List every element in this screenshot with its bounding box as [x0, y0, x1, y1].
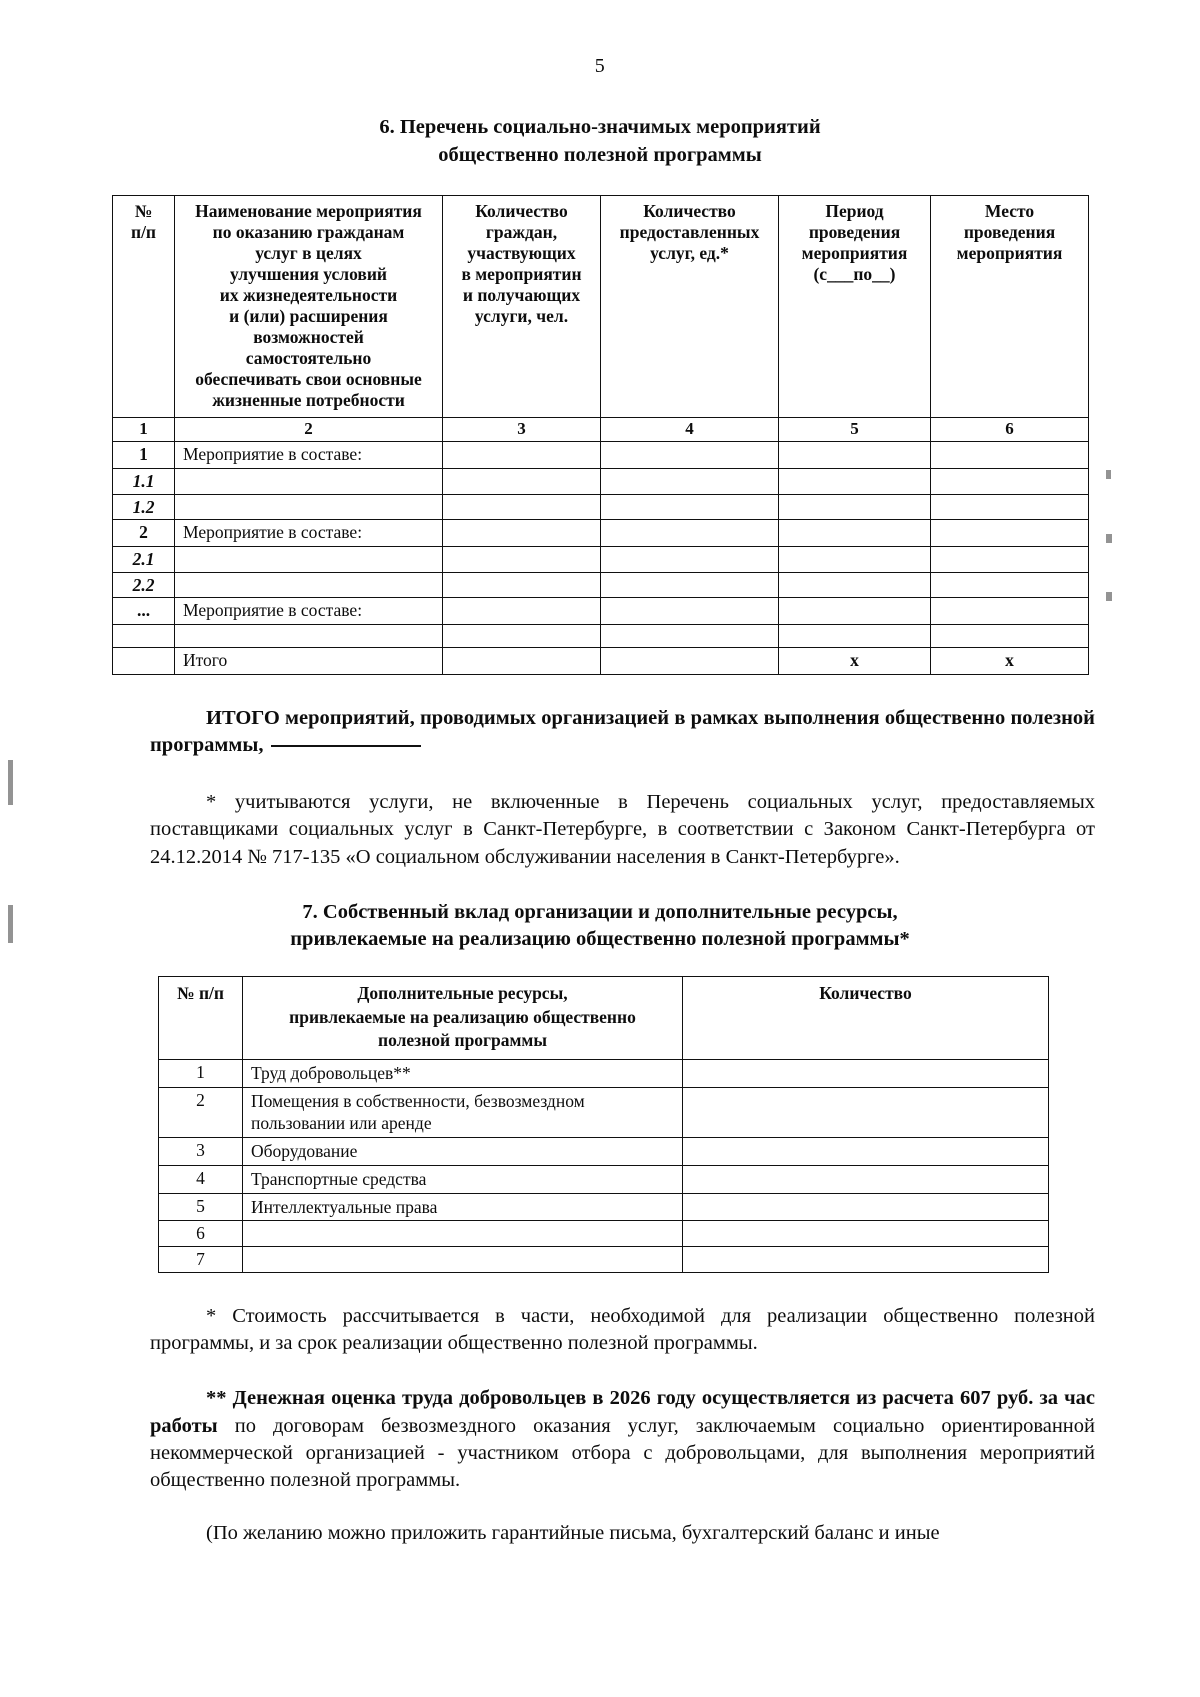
row-place[interactable]	[931, 598, 1089, 625]
row-period[interactable]	[779, 442, 931, 469]
row-services[interactable]	[601, 572, 779, 598]
row-no: 2	[159, 1087, 243, 1138]
totals-paragraph-text: ИТОГО мероприятий, проводимых организацией в рамках выполнения общественно полезной программы,	[150, 706, 1095, 756]
col-num-3: 3	[443, 418, 601, 442]
section-6-footnote	[0, 789, 1200, 871]
row-resource: Труд добровольцев**	[243, 1059, 683, 1087]
table-row[interactable]	[159, 1165, 1049, 1193]
row-place[interactable]	[931, 546, 1089, 572]
row-quantity[interactable]	[683, 1165, 1049, 1193]
events-table-body	[113, 442, 1089, 674]
row-citizens[interactable]	[443, 494, 601, 520]
row-period[interactable]	[779, 572, 931, 598]
events-header-no	[113, 196, 175, 418]
events-table-column-numbers-row	[113, 418, 1089, 442]
row-quantity[interactable]	[683, 1193, 1049, 1221]
table-row[interactable]	[159, 1193, 1049, 1221]
total-row-services[interactable]	[601, 647, 779, 674]
resources-header-resource: Дополнительные ресурсы, привлекаемые на реализацию общественно полезной программы	[243, 977, 683, 1060]
total-row-place: х	[931, 647, 1089, 674]
row-citizens[interactable]	[443, 520, 601, 547]
section-7-heading-line2: привлекаемые на реализацию общественно полезной программы*	[290, 928, 910, 951]
row-citizens[interactable]	[443, 572, 601, 598]
events-table-total-row	[113, 647, 1089, 674]
table-row[interactable]	[159, 1087, 1049, 1138]
section-6-heading	[220, 114, 980, 169]
row-resource: Интеллектуальные права	[243, 1193, 683, 1221]
section-6-heading-line2: общественно полезной программы	[438, 143, 762, 166]
closing-note-text: (По желанию можно приложить гарантийные письма, бухгалтерский баланс и иные	[206, 1522, 940, 1545]
table-row[interactable]	[159, 1221, 1049, 1247]
scan-artifact	[1106, 592, 1112, 601]
scan-artifact	[8, 905, 13, 943]
section-6-heading-line1: 6. Перечень социально-значимых мероприятий	[379, 116, 821, 138]
table-row[interactable]	[113, 572, 1089, 598]
row-no: 1.2	[113, 494, 175, 520]
table-row[interactable]	[159, 1059, 1049, 1087]
section-7-footnote-double-star-rest: по договорам безвозмездного оказания услуг, заключаемым социально ориентированной некоммерческой организацией - участником отбора с добровольцами, для выполнения мероприятий общественно полезной программы.	[150, 1414, 1095, 1492]
events-header-period: Период проведения мероприятия (с___по__)	[779, 196, 931, 418]
total-row-label: Итого	[175, 647, 443, 674]
resources-table-header-row	[159, 977, 1049, 1060]
resources-table-wrapper	[0, 976, 1200, 1273]
row-period[interactable]	[779, 494, 931, 520]
row-period[interactable]	[779, 546, 931, 572]
row-quantity[interactable]	[683, 1087, 1049, 1138]
total-row-citizens[interactable]	[443, 647, 601, 674]
table-row[interactable]	[113, 624, 1089, 647]
row-name[interactable]: Мероприятие в составе:	[175, 520, 443, 547]
row-name[interactable]	[175, 494, 443, 520]
events-header-citizens: Количество граждан, участвующих в мероприятин и получающих услуги, чел.	[443, 196, 601, 418]
table-row[interactable]	[113, 520, 1089, 547]
section-7-heading-line1: 7. Собственный вклад организации и дополнительные ресурсы,	[302, 900, 898, 923]
row-place[interactable]	[931, 572, 1089, 598]
table-row[interactable]	[159, 1138, 1049, 1166]
scan-artifact	[8, 760, 13, 805]
resources-table-body	[159, 1059, 1049, 1272]
row-place[interactable]	[931, 624, 1089, 647]
row-place[interactable]	[931, 442, 1089, 469]
resources-table	[158, 976, 1049, 1273]
table-row[interactable]	[113, 546, 1089, 572]
table-row[interactable]	[159, 1247, 1049, 1273]
scan-artifact	[1106, 470, 1111, 479]
events-table-wrapper	[0, 195, 1200, 674]
row-no: 6	[159, 1221, 243, 1247]
row-no: 2.1	[113, 546, 175, 572]
closing-note	[0, 1520, 1200, 1547]
row-resource: Помещения в собственности, безвозмездном пользовании или аренде	[243, 1087, 683, 1138]
row-resource[interactable]	[243, 1221, 683, 1247]
row-no: 2.2	[113, 572, 175, 598]
resources-header-quantity: Количество	[683, 977, 1049, 1060]
events-header-no-line2: п/п	[130, 222, 157, 243]
row-no: 1	[113, 442, 175, 469]
total-row-period: х	[779, 647, 931, 674]
row-quantity[interactable]	[683, 1138, 1049, 1166]
row-period[interactable]	[779, 520, 931, 547]
row-citizens[interactable]	[443, 624, 601, 647]
row-no: 5	[159, 1193, 243, 1221]
col-num-4: 4	[601, 418, 779, 442]
events-table	[112, 195, 1089, 674]
events-header-services: Количество предоставленных услуг, ед.*	[601, 196, 779, 418]
row-name[interactable]	[175, 624, 443, 647]
section-7-footnote-double-star	[0, 1385, 1200, 1494]
events-header-no-line1: №	[134, 201, 153, 222]
row-services[interactable]	[601, 546, 779, 572]
table-row[interactable]	[113, 494, 1089, 520]
row-no: 1.1	[113, 469, 175, 495]
events-header-place: Место проведения мероприятия	[931, 196, 1089, 418]
row-services[interactable]	[601, 520, 779, 547]
row-quantity[interactable]	[683, 1221, 1049, 1247]
row-no: 4	[159, 1165, 243, 1193]
row-services[interactable]	[601, 469, 779, 495]
totals-paragraph	[0, 705, 1200, 760]
row-citizens[interactable]	[443, 442, 601, 469]
row-name[interactable]	[175, 546, 443, 572]
table-row[interactable]	[113, 598, 1089, 625]
total-row-no	[113, 647, 175, 674]
row-no: 2	[113, 520, 175, 547]
col-num-1: 1	[113, 418, 175, 442]
row-services[interactable]	[601, 624, 779, 647]
row-period[interactable]	[779, 469, 931, 495]
totals-fill-in-blank[interactable]	[271, 745, 421, 747]
row-no: ...	[113, 598, 175, 625]
row-resource: Транспортные средства	[243, 1165, 683, 1193]
col-num-6: 6	[931, 418, 1089, 442]
col-num-2: 2	[175, 418, 443, 442]
row-name[interactable]: Мероприятие в составе:	[175, 442, 443, 469]
row-place[interactable]	[931, 469, 1089, 495]
section-7-footnote-single-star	[0, 1303, 1200, 1358]
row-quantity[interactable]	[683, 1247, 1049, 1273]
section-7-heading	[190, 899, 1010, 954]
row-quantity[interactable]	[683, 1059, 1049, 1087]
row-services[interactable]	[601, 598, 779, 625]
section-7-footnote-double-star-bold: ** Денежная оценка труда добровольцев в 2026 году осуществляется из расчета 607 руб. за час работы	[150, 1387, 1095, 1437]
scan-artifact	[1106, 534, 1112, 543]
col-num-5: 5	[779, 418, 931, 442]
table-row[interactable]	[113, 469, 1089, 495]
row-citizens[interactable]	[443, 546, 601, 572]
resources-header-no: № п/п	[159, 977, 243, 1060]
events-header-name: Наименование мероприятия по оказанию гражданам услуг в целях улучшения условий их жизнедеятельности и (или) расширения возможностей самостоятельно обеспечивать свои основные жизненные потребности	[175, 196, 443, 418]
row-name[interactable]	[175, 469, 443, 495]
row-name[interactable]	[175, 572, 443, 598]
page-number: 5	[594, 55, 606, 77]
row-resource: Оборудование	[243, 1138, 683, 1166]
section-6-footnote-text: * учитываются услуги, не включенные в Перечень социальных услуг, предоставляемых поставщиками социальных услуг в Санкт-Петербурге, в соответствии с Законом Санкт-Петербурга от 24.12.2014 № 717-135 «О социальном обслуживании населения в Санкт-Петербурге».	[150, 791, 1095, 868]
row-no: 1	[159, 1059, 243, 1087]
row-services[interactable]	[601, 494, 779, 520]
table-row[interactable]	[113, 442, 1089, 469]
row-name[interactable]: Мероприятие в составе:	[175, 598, 443, 625]
section-7-footnote-single-star-text: * Стоимость рассчитывается в части, необходимой для реализации общественно полезной программы, и за срок реализации общественно полезной программы.	[150, 1304, 1095, 1355]
row-place[interactable]	[931, 494, 1089, 520]
row-services[interactable]	[601, 442, 779, 469]
row-place[interactable]	[931, 520, 1089, 547]
row-resource[interactable]	[243, 1247, 683, 1273]
row-no: 3	[159, 1138, 243, 1166]
row-period[interactable]	[779, 598, 931, 625]
row-period[interactable]	[779, 624, 931, 647]
events-table-header-row	[113, 196, 1089, 418]
section-7-heading-wrapper	[0, 899, 1200, 954]
row-citizens[interactable]	[443, 469, 601, 495]
row-no: 7	[159, 1247, 243, 1273]
row-no	[113, 624, 175, 647]
row-citizens[interactable]	[443, 598, 601, 625]
